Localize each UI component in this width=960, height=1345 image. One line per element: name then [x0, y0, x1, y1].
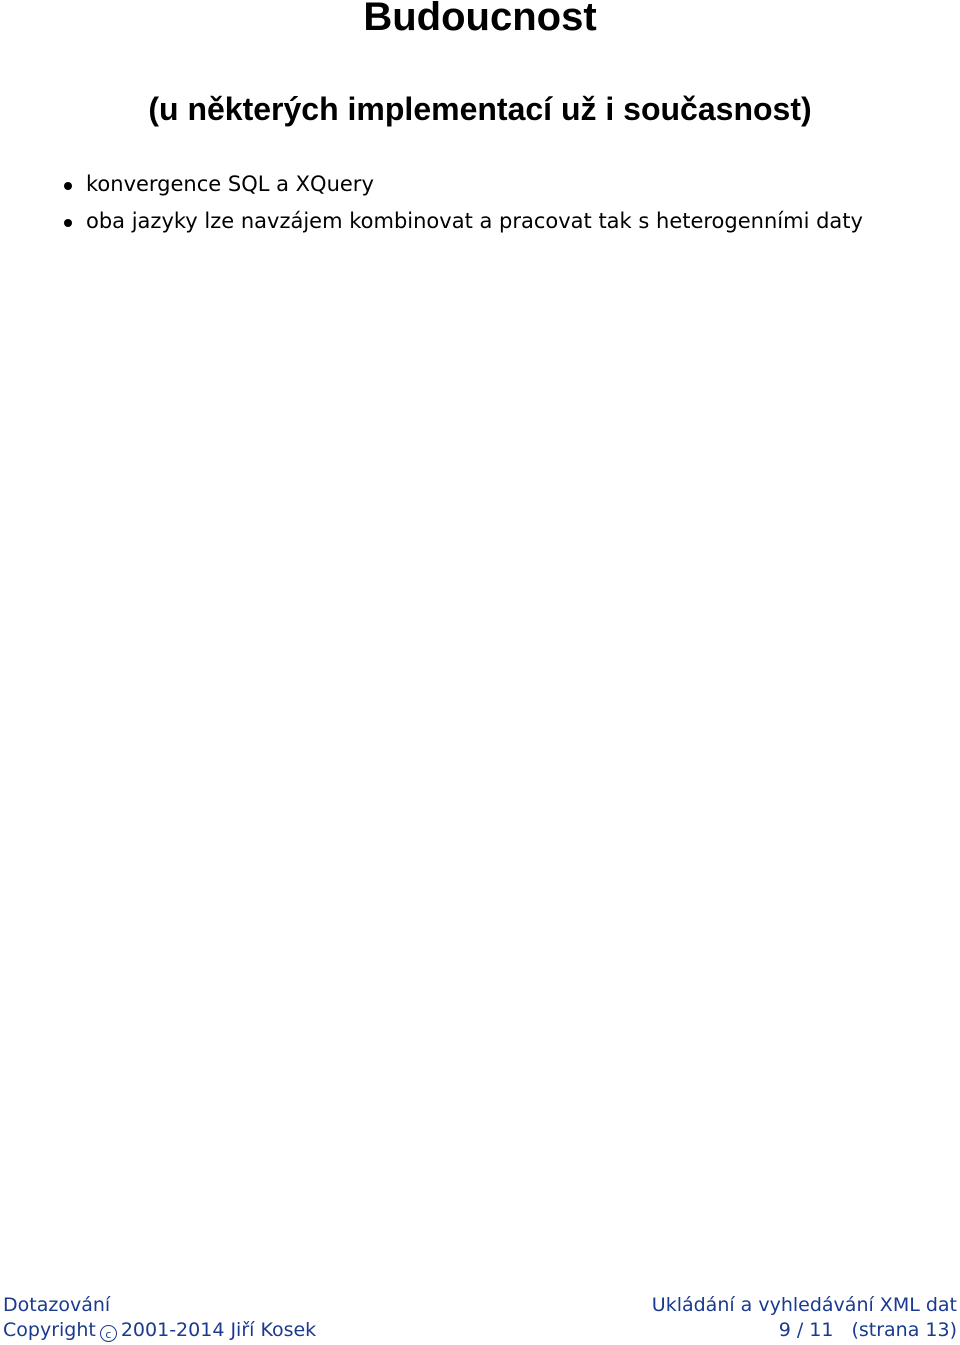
slide-title: Budoucnost [363, 0, 597, 39]
footer-section-name: Dotazování [3, 1294, 111, 1316]
bullet-text: konvergence SQL a XQuery [86, 172, 374, 196]
footer-pagination [779, 1317, 957, 1343]
bullet-icon [64, 219, 72, 227]
bullet-item [58, 207, 918, 236]
copyright-years-author: 2001-2014 Jiří Kosek [120, 1319, 317, 1341]
bullet-icon [64, 182, 72, 190]
bullet-text: oba jazyky lze navzájem kombinovat a pracovat tak s heterogenními daty [86, 209, 863, 233]
page-reference: (strana 13) [851, 1319, 957, 1341]
copyright-icon: c [100, 1325, 117, 1342]
slide-counter: 9 / 11 [778, 1319, 834, 1341]
footer-copyright [3, 1317, 316, 1343]
bullet-list [58, 170, 918, 244]
copyright-label: Copyright [3, 1319, 96, 1341]
slide-subtitle: (u některých implementací už i současnost) [148, 91, 812, 127]
footer-course-name: Ukládání a vyhledávání XML dat [651, 1294, 957, 1316]
bullet-item [58, 170, 918, 199]
